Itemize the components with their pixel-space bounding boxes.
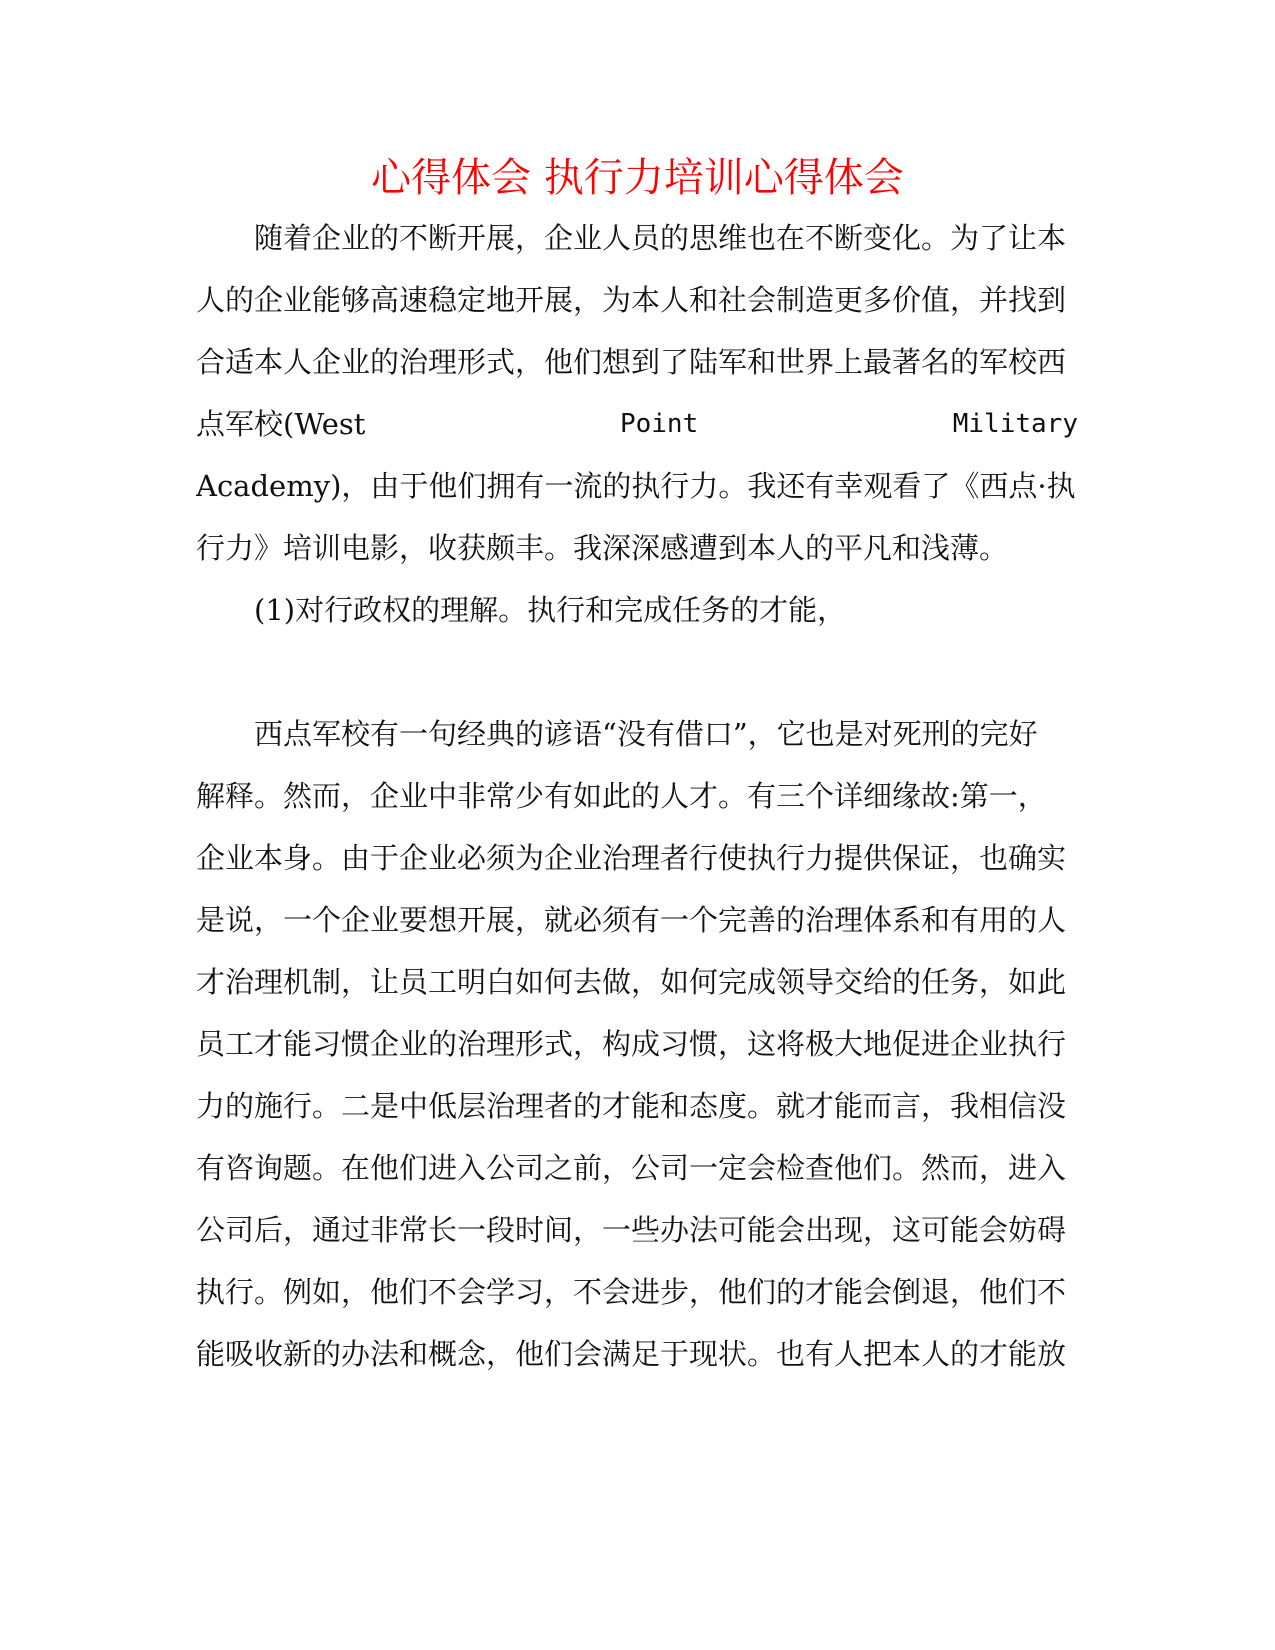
paragraph-1-line-1: 随着企业的不断开展，企业人员的思维也在不断变化。为了让本 <box>254 221 1067 255</box>
paragraph-3-line-7: 力的施行。二是中低层治理者的才能和态度。就才能而言，我相信没 <box>196 1089 1067 1123</box>
paragraph-3-line-9: 公司后，通过非常长一段时间，一些办法可能会出现，这可能会妨碍 <box>196 1213 1067 1247</box>
paragraph-3-line-1: 西点军校有一句经典的谚语“没有借口”，它也是对死刑的完好 <box>254 717 1038 751</box>
document-title: 心得体会 执行力培训心得体会 <box>371 155 904 201</box>
paragraph-1-line-4 <box>196 392 1078 456</box>
paragraph-3-line-8: 有咨询题。在他们进入公司之前，公司一定会检查他们。然而，进入 <box>196 1151 1067 1185</box>
paragraph-2-line-1: (1)对行政权的理解。执行和完成任务的才能， <box>254 593 847 627</box>
paragraph-3-line-3: 企业本身。由于企业必须为企业治理者行使执行力提供保证，也确实 <box>196 841 1067 875</box>
paragraph-1-line-4-part-1: 点军校(West <box>196 407 366 441</box>
paragraph-3-line-10: 执行。例如，他们不会学习，不会进步，他们的才能会倒退，他们不 <box>196 1275 1067 1309</box>
paragraph-3-line-2: 解释。然而，企业中非常少有如此的人才。有三个详细缘故:第一， <box>196 779 1047 813</box>
paragraph-1-line-5: Academy)，由于他们拥有一流的执行力。我还有幸观看了《西点·执 <box>196 469 1076 503</box>
paragraph-3-line-6: 员工才能习惯企业的治理形式，构成习惯，这将极大地促进企业执行 <box>196 1027 1067 1061</box>
paragraph-1-line-4-part-2: Point <box>619 409 699 439</box>
paragraph-3-line-4: 是说，一个企业要想开展，就必须有一个完善的治理体系和有用的人 <box>196 903 1067 937</box>
paragraph-1-line-2: 人的企业能够高速稳定地开展，为本人和社会制造更多价值，并找到 <box>196 283 1067 317</box>
paragraph-1-line-4-part-3: Military <box>952 409 1078 439</box>
paragraph-3-line-5: 才治理机制，让员工明白如何去做，如何完成领导交给的任务，如此 <box>196 965 1067 999</box>
paragraph-1-line-3: 合适本人企业的治理形式，他们想到了陆军和世界上最著名的军校西 <box>196 345 1067 379</box>
paragraph-3-line-11: 能吸收新的办法和概念，他们会满足于现状。也有人把本人的才能放 <box>196 1337 1067 1371</box>
paragraph-1-line-6: 行力》培训电影，收获颇丰。我深深感遭到本人的平凡和浅薄。 <box>196 531 1009 565</box>
